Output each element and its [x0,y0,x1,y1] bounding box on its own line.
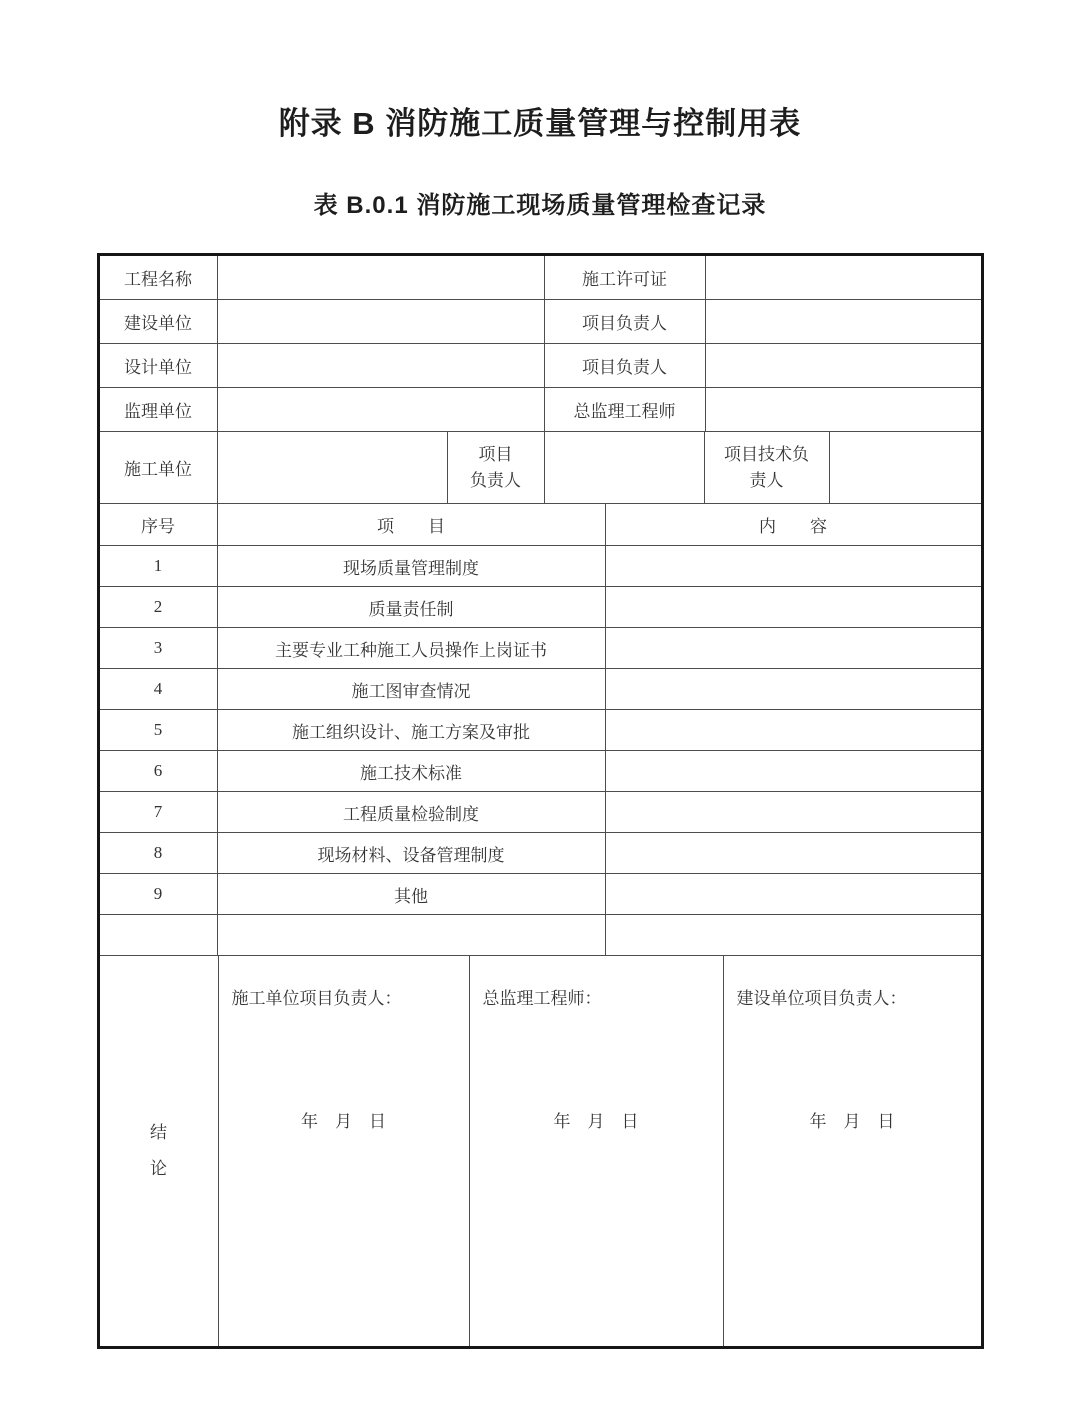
item-row-3 [100,628,981,669]
construction-unit-label: 施工单位 [100,432,218,503]
construction-permit-label: 施工许可证 [545,256,706,299]
project-manager-label-line1: 项目 [478,445,513,464]
item-no: 5 [100,710,218,750]
item-name: 现场材料、设备管理制度 [218,833,606,873]
signature-title-client: 建设单位项目负责人： [736,989,907,1008]
signature-cell-supervisor [470,956,724,1346]
item-name: 现场质量管理制度 [218,546,606,586]
info-row-project [100,256,981,300]
signature-cell-client [724,956,981,1346]
tech-manager-value [830,432,981,503]
item-no: 3 [100,628,218,668]
item-no: 7 [100,792,218,832]
item-row-1 [100,546,981,587]
item-no: 1 [100,546,218,586]
info-row-client [100,300,981,344]
item-name: 其他 [218,874,606,914]
item-name: 工程质量检验制度 [218,792,606,832]
item-content [606,915,981,955]
item-content [606,710,981,750]
item-row-9 [100,874,981,915]
item-content [606,792,981,832]
info-row-design [100,344,981,388]
col-header-content: 内 容 [759,517,827,536]
item-no: 8 [100,833,218,873]
project-name-value [218,256,545,299]
supervision-unit-label: 监理单位 [100,388,218,431]
project-name-label: 工程名称 [100,256,218,299]
item-no: 2 [100,587,218,627]
signature-cell-contractor [219,956,470,1346]
design-unit-label: 设计单位 [100,344,218,387]
tech-manager-label [705,432,830,503]
client-unit-value [218,300,545,343]
item-content [606,587,981,627]
item-row-6 [100,751,981,792]
quality-inspection-table [97,253,984,1349]
item-row-5 [100,710,981,751]
construction-unit-value [218,432,448,503]
item-name: 主要专业工种施工人员操作上岗证书 [218,628,606,668]
signature-title-contractor: 施工单位项目负责人： [231,989,402,1008]
design-unit-value [218,344,545,387]
item-name: 施工组织设计、施工方案及审批 [218,710,606,750]
column-header-row [100,504,981,546]
item-no [100,915,218,955]
col-header-no: 序号 [100,504,218,545]
item-content [606,628,981,668]
design-project-manager-label: 项目负责人 [545,344,706,387]
item-content [606,751,981,791]
item-name: 施工图审查情况 [218,669,606,709]
tech-manager-label-line1: 项目技术负 [724,445,809,464]
project-manager-label [448,432,545,503]
contractor-row [100,432,981,504]
col-header-item: 项 目 [218,504,606,545]
item-name: 施工技术标准 [218,751,606,791]
item-no: 9 [100,874,218,914]
chief-supervision-engineer-label: 总监理工程师 [545,388,706,431]
item-content [606,874,981,914]
item-row-8 [100,833,981,874]
signature-date-supervisor: 年 月 日 [553,1112,639,1131]
project-manager-label-line2: 负责人 [470,470,521,490]
item-content [606,833,981,873]
client-unit-label: 建设单位 [100,300,218,343]
item-content [606,546,981,586]
conclusion-label: 结论 [149,1123,167,1178]
table-title: 表 B.0.1 消防施工现场质量管理检查记录 [313,192,767,219]
appendix-title: 附录 B 消防施工质量管理与控制用表 [278,106,802,141]
project-manager-value [545,432,705,503]
construction-permit-value [706,256,981,299]
item-no: 4 [100,669,218,709]
item-row-7 [100,792,981,833]
info-row-supervision [100,388,981,432]
signature-date-client: 年 月 日 [809,1112,895,1131]
signature-date-contractor: 年 月 日 [301,1112,386,1131]
design-project-manager-value [706,344,981,387]
item-name [218,915,606,955]
conclusion-label-cell [100,956,219,1346]
item-row-empty [100,915,981,956]
item-row-2 [100,587,981,628]
client-project-manager-value [706,300,981,343]
item-no: 6 [100,751,218,791]
item-content [606,669,981,709]
signature-title-supervisor: 总监理工程师： [482,989,602,1008]
item-name: 质量责任制 [218,587,606,627]
tech-manager-label-line2: 责人 [749,470,784,490]
chief-supervision-engineer-value [706,388,981,431]
client-project-manager-label: 项目负责人 [545,300,706,343]
item-row-4 [100,669,981,710]
supervision-unit-value [218,388,545,431]
conclusion-row [100,956,981,1346]
